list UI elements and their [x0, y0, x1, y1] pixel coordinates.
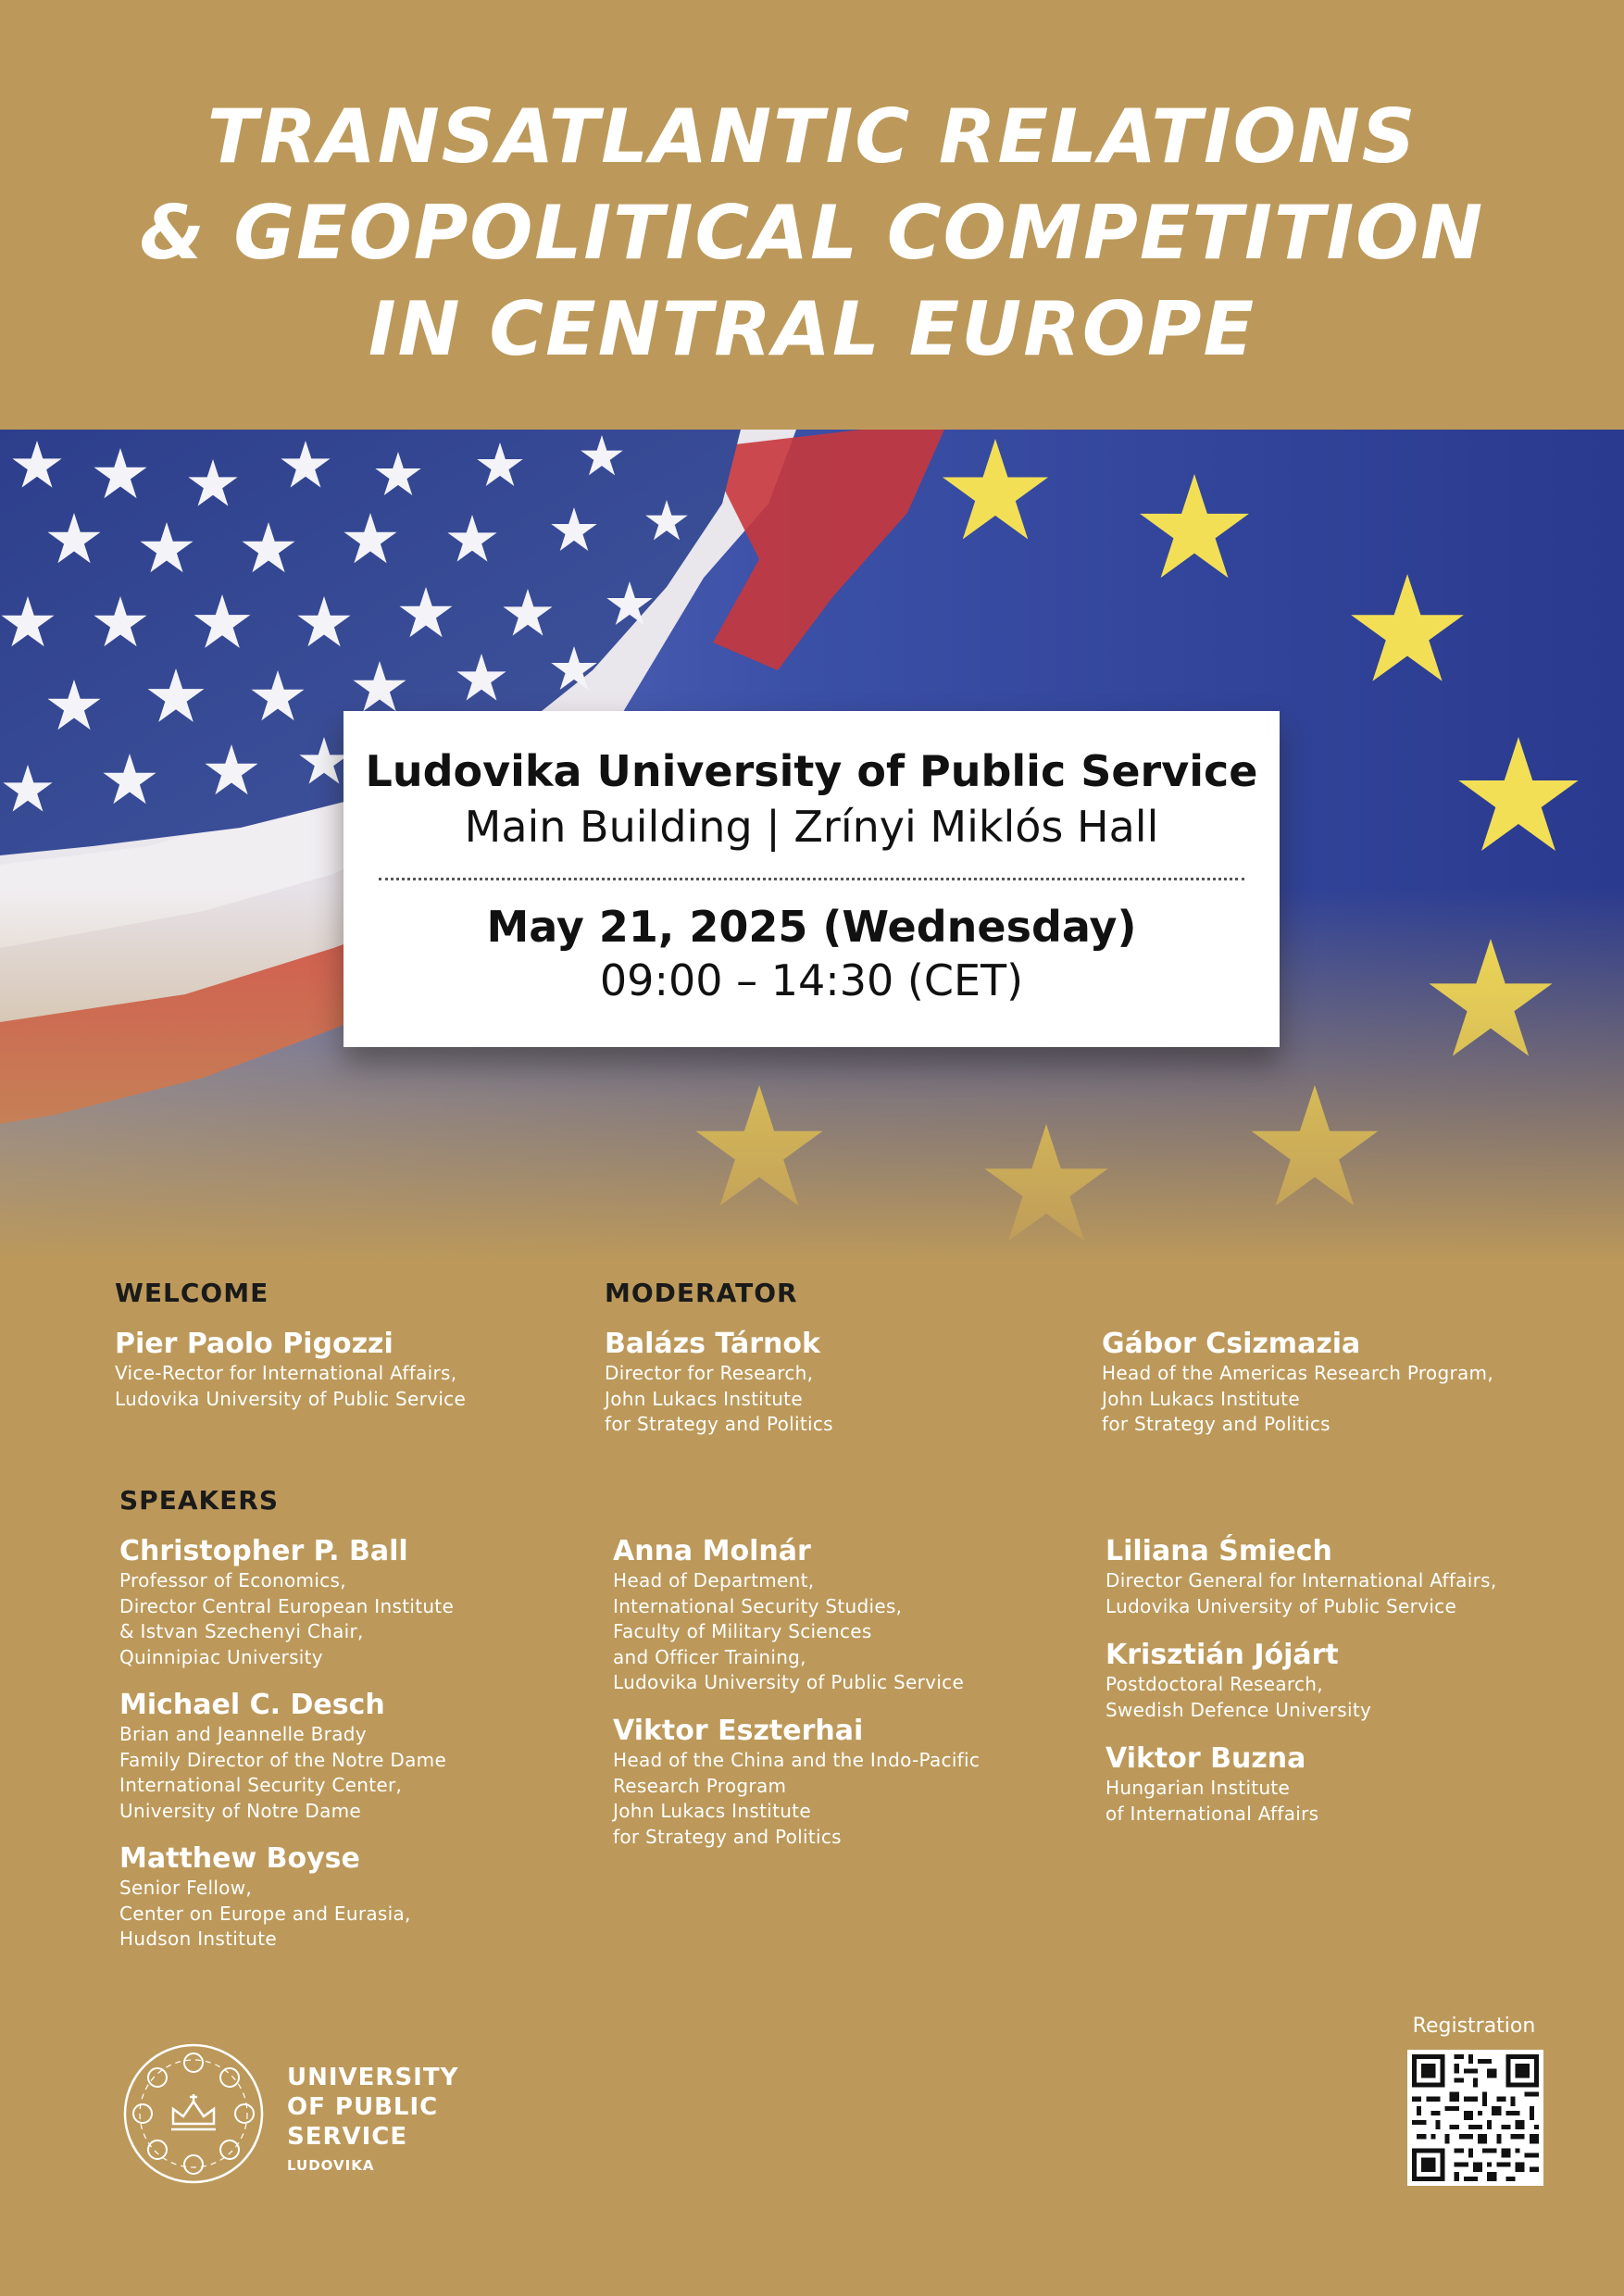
- person-name: Gábor Csizmazia: [1102, 1328, 1361, 1360]
- poster-title: [0, 89, 1624, 378]
- welcome-person: [115, 1328, 466, 1412]
- role-line: Professor of Economics,: [119, 1569, 346, 1591]
- registration-qr-code[interactable]: [1407, 2050, 1543, 2186]
- role-line: Head of the Americas Research Program,: [1102, 1362, 1493, 1384]
- speaker: [613, 1715, 980, 1850]
- header: [0, 0, 1624, 430]
- moderator-heading: MODERATOR: [605, 1278, 798, 1308]
- person-role: [119, 1876, 411, 1953]
- university-logo: [122, 2042, 265, 2185]
- person-role: [1102, 1361, 1493, 1438]
- wordmark-line: UNIVERSITY: [287, 2064, 459, 2091]
- event-info-box: [344, 711, 1280, 1047]
- role-line: Ludovika University of Public Service: [115, 1387, 467, 1410]
- role-line: Faculty of Military Sciences: [613, 1620, 872, 1642]
- wordmark-sub: LUDOVIKA: [287, 2157, 375, 2174]
- moderator-person: [1102, 1328, 1493, 1438]
- registration-label: Registration: [1412, 2015, 1536, 2038]
- person-name: Christopher P. Ball: [119, 1535, 408, 1567]
- role-line: Director General for International Affairs,: [1106, 1569, 1497, 1591]
- role-line: of International Affairs: [1106, 1802, 1319, 1825]
- role-line: University of Notre Dame: [119, 1799, 362, 1822]
- person-name: Liliana Śmiech: [1106, 1535, 1332, 1567]
- person-role: [1106, 1672, 1371, 1723]
- person-name: Balázs Tárnok: [605, 1328, 820, 1360]
- role-line: John Lukacs Institute: [613, 1800, 811, 1822]
- speakers-heading: SPEAKERS: [119, 1485, 280, 1516]
- role-line: for Strategy and Politics: [613, 1825, 842, 1848]
- role-line: Ludovika University of Public Service: [613, 1671, 965, 1693]
- event-date: May 21, 2025 (Wednesday): [486, 902, 1137, 952]
- role-line: Brian and Jeannelle Brady: [119, 1723, 367, 1745]
- role-line: Vice-Rector for International Affairs,: [115, 1362, 457, 1384]
- role-line: Senior Fellow,: [119, 1877, 253, 1899]
- wordmark-line: SERVICE: [287, 2123, 408, 2151]
- speaker: [613, 1535, 964, 1696]
- person-role: [119, 1722, 446, 1824]
- role-line: International Security Center,: [119, 1774, 403, 1796]
- speaker: [1106, 1639, 1371, 1723]
- speaker: [119, 1535, 454, 1670]
- role-line: Quinnipiac University: [119, 1645, 323, 1668]
- speaker: [1106, 1742, 1318, 1827]
- role-line: for Strategy and Politics: [1102, 1413, 1330, 1435]
- role-line: Director Central European Institute: [119, 1594, 455, 1617]
- role-line: Postdoctoral Research,: [1106, 1673, 1323, 1695]
- person-name: Matthew Boyse: [119, 1842, 360, 1875]
- person-name: Viktor Buzna: [1106, 1742, 1306, 1775]
- role-line: Head of Department,: [613, 1569, 815, 1591]
- university-seal-icon: [122, 2042, 265, 2185]
- speaker: [119, 1689, 446, 1824]
- qr-code-icon: [1407, 2050, 1543, 2186]
- person-name: Viktor Eszterhai: [613, 1715, 864, 1747]
- role-line: John Lukacs Institute: [1102, 1387, 1300, 1410]
- role-line: Ludovika University of Public Service: [1106, 1594, 1457, 1617]
- role-line: & Istvan Szechenyi Chair,: [119, 1620, 364, 1642]
- person-role: [1106, 1568, 1497, 1619]
- person-name: Anna Molnár: [613, 1535, 811, 1567]
- person-role: [613, 1748, 980, 1850]
- event-time: 09:00 – 14:30 (CET): [599, 955, 1024, 1005]
- speaker: [119, 1842, 411, 1953]
- role-line: for Strategy and Politics: [605, 1413, 833, 1435]
- title-line-1: TRANSATLANTIC RELATIONS: [206, 94, 1418, 180]
- person-role: [1106, 1776, 1318, 1827]
- venue-name: Ludovika University of Public Service: [365, 746, 1258, 796]
- person-name: Krisztián Jójárt: [1106, 1639, 1339, 1671]
- dotted-divider: [379, 878, 1244, 880]
- title-line-2: & GEOPOLITICAL COMPETITION: [139, 190, 1485, 276]
- moderator-person: [605, 1328, 833, 1438]
- person-role: [605, 1361, 833, 1438]
- person-name: Michael C. Desch: [119, 1689, 385, 1721]
- wordmark-line: OF PUBLIC: [287, 2093, 439, 2121]
- title-line-3: IN CENTRAL EUROPE: [368, 286, 1256, 372]
- role-line: and Officer Training,: [613, 1645, 806, 1668]
- role-line: Family Director of the Notre Dame: [119, 1748, 447, 1771]
- venue-hall: Main Building | Zrínyi Miklós Hall: [464, 802, 1159, 852]
- person-name: Pier Paolo Pigozzi: [115, 1328, 394, 1360]
- welcome-heading: WELCOME: [115, 1278, 269, 1308]
- person-role: [115, 1361, 466, 1412]
- speaker: [1106, 1535, 1497, 1619]
- role-line: Swedish Defence University: [1106, 1698, 1372, 1721]
- role-line: International Security Studies,: [613, 1594, 903, 1617]
- person-role: [613, 1568, 964, 1696]
- role-line: Head of the China and the Indo-Pacific: [613, 1749, 981, 1771]
- role-line: Hungarian Institute: [1106, 1777, 1291, 1799]
- role-line: Research Program: [613, 1774, 787, 1797]
- university-wordmark: [287, 2063, 458, 2179]
- role-line: Hudson Institute: [119, 1928, 277, 1950]
- role-line: John Lukacs Institute: [605, 1387, 803, 1410]
- role-line: Center on Europe and Eurasia,: [119, 1902, 411, 1925]
- person-role: [119, 1568, 454, 1670]
- role-line: Director for Research,: [605, 1362, 814, 1384]
